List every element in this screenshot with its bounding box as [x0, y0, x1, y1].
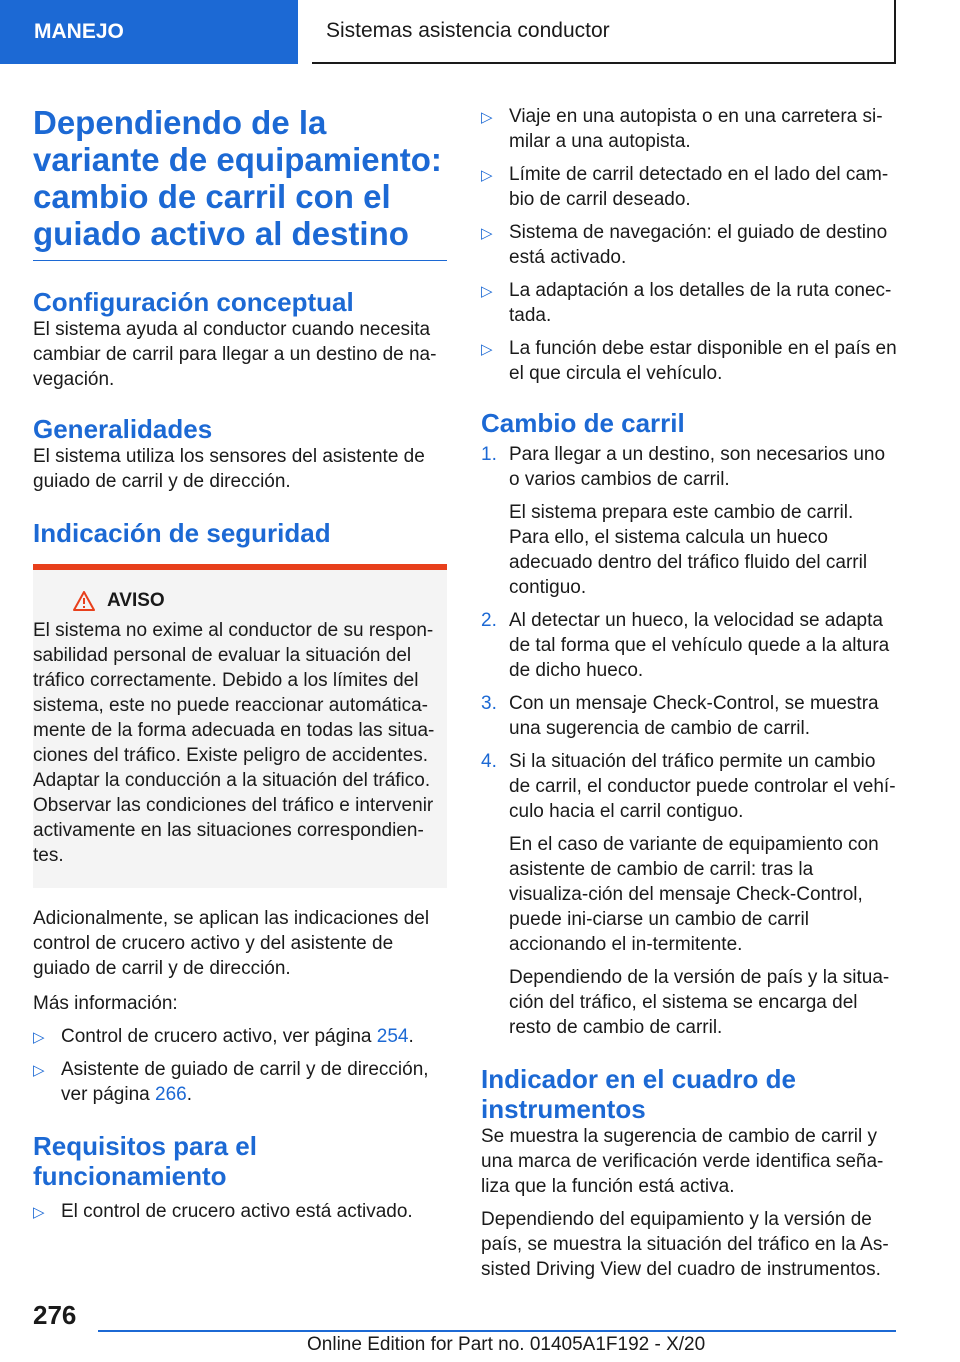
page-link[interactable]: 254 [376, 1026, 409, 1047]
list-item [481, 336, 897, 386]
requirement-text: Límite de carril detectado en el lado del cam-bio de carril deseado. [509, 164, 889, 210]
page-link[interactable]: 266 [155, 1084, 187, 1105]
step-text: Para llegar a un destino, son necesarios uno o varios cambios de carril. [509, 444, 886, 490]
step-text: Si la situación del tráfico permite un cambio de carril, el conductor puede controlar el vehí-culo hacia el carril contiguo. [509, 751, 896, 822]
safety-heading: Indicación de seguridad [33, 518, 331, 548]
triangle-bullet-icon: ▷ [481, 283, 493, 300]
additional-text: Adicionalmente, se aplican las indicaciones del control de crucero activo y del asistente de guiado de carril y de dirección. [33, 908, 430, 979]
reference-text: Asistente de guiado de carril y de dirección, ver página [61, 1059, 429, 1105]
triangle-bullet-icon: ▷ [33, 1029, 45, 1046]
triangle-bullet-icon: ▷ [481, 341, 493, 358]
requirement-text: El control de crucero activo está activado. [61, 1201, 413, 1222]
indicator-heading: Indicador en el cuadro de instrumentos [481, 1064, 796, 1124]
step-text: Al detectar un hueco, la velocidad se adapta de tal forma que el vehículo quede a la altura de dicho hueco. [509, 610, 890, 681]
list-item [33, 1024, 447, 1049]
page-number: 276 [33, 1300, 77, 1330]
edition-footer: Online Edition for Part no. 01405A1F192 - X/20 [307, 1334, 706, 1355]
requirement-text: Sistema de navegación: el guiado de destino está activado. [509, 222, 888, 268]
list-item [481, 104, 897, 154]
step-subtext: En el caso de variante de equipamiento con asistente de cambio de carril: tras la visualiza-ción del mensaje Check-Control, puede ini-ciarse un cambio de carril accionando el in-termitente. [509, 834, 879, 955]
requirement-text: Viaje en una autopista o en una carretera si-milar a una autopista. [509, 106, 883, 152]
requirement-text: La función debe estar disponible en el país en el que circula el vehículo. [509, 338, 897, 384]
step-item [481, 608, 897, 683]
step-subtext: El sistema prepara este cambio de carril. Para ello, el sistema calcula un hueco adecuado dentro del tráfico fluido del carril contiguo. [509, 502, 868, 598]
step-item [481, 691, 897, 741]
requirements-heading: Requisitos para el funcionamiento [33, 1131, 257, 1191]
left-column [33, 104, 447, 1224]
reference-text: Control de crucero activo, ver página [61, 1026, 377, 1047]
triangle-bullet-icon: ▷ [481, 225, 493, 242]
triangle-bullet-icon: ▷ [33, 1062, 45, 1079]
step-text: Con un mensaje Check-Control, se muestra una sugerencia de cambio de carril. [509, 693, 879, 739]
requirement-text: La adaptación a los detalles de la ruta conec-tada. [509, 280, 892, 326]
reference-end: . [408, 1026, 414, 1047]
warning-header [73, 590, 447, 612]
list-item [481, 278, 897, 328]
reference-end: . [186, 1084, 192, 1105]
indicator-text: Dependiendo del equipamiento y la versión de país, se muestra la situación del tráfico en la As-sisted Driving View del cuadro de instrumentos. [481, 1209, 889, 1280]
list-item [33, 1199, 447, 1224]
section-tab: MANEJO [0, 0, 298, 64]
triangle-bullet-icon: ▷ [33, 1204, 45, 1221]
step-item [481, 749, 897, 1040]
requirements-list [33, 1199, 447, 1224]
triangle-bullet-icon: ▷ [481, 109, 493, 126]
indicator-text: Se muestra la sugerencia de cambio de carril y una marca de verificación verde identifica seña-liza que la función está activa. [481, 1126, 884, 1197]
reference-list [33, 1024, 447, 1107]
step-number: 2. [481, 610, 497, 631]
warning-triangle-icon [73, 591, 95, 611]
requirements-continued-list [481, 104, 897, 386]
more-info-label: Más información: [33, 993, 178, 1014]
general-text: El sistema utiliza los sensores del asistente de guiado de carril y de dirección. [33, 446, 425, 492]
list-item [481, 162, 897, 212]
triangle-bullet-icon: ▷ [481, 167, 493, 184]
warning-text: El sistema no exime al conductor de su respon-sabilidad personal de evaluar la situación del tráfico correctamente. Debido a los límites del sistema, este no puede reaccionar automática-mente de la forma adecuada en todas las situa-ciones del tráfico. Existe peligro de accidentes. Adaptar la conducción a la situación del tráfico. Observar las condiciones del tráfico e intervenir activamente en las situaciones correspondien-tes. [33, 620, 435, 866]
list-item [33, 1057, 447, 1107]
lane-change-heading: Cambio de carril [481, 408, 685, 438]
warning-label: AVISO [107, 590, 165, 611]
step-number: 3. [481, 693, 497, 714]
steps-list [481, 442, 897, 1040]
step-item [481, 442, 897, 600]
warning-box [33, 564, 447, 888]
list-item [481, 220, 897, 270]
general-heading: Generalidades [33, 414, 213, 444]
page-title: Dependiendo de la variante de equipamiento: cambio de carril con el guiado activo al destino [33, 104, 447, 261]
step-number: 4. [481, 751, 497, 772]
step-number: 1. [481, 444, 497, 465]
step-subtext: Dependiendo de la versión de país y la situa-ción del tráfico, el sistema se encarga del resto de cambio de carril. [509, 967, 890, 1038]
right-column [481, 104, 897, 1282]
concept-text: El sistema ayuda al conductor cuando necesita cambiar de carril para llegar a un destino de na-vegación. [33, 319, 437, 390]
footer-divider [98, 1330, 896, 1332]
chapter-title: Sistemas asistencia conductor [312, 0, 896, 64]
concept-heading: Configuración conceptual [33, 287, 354, 317]
